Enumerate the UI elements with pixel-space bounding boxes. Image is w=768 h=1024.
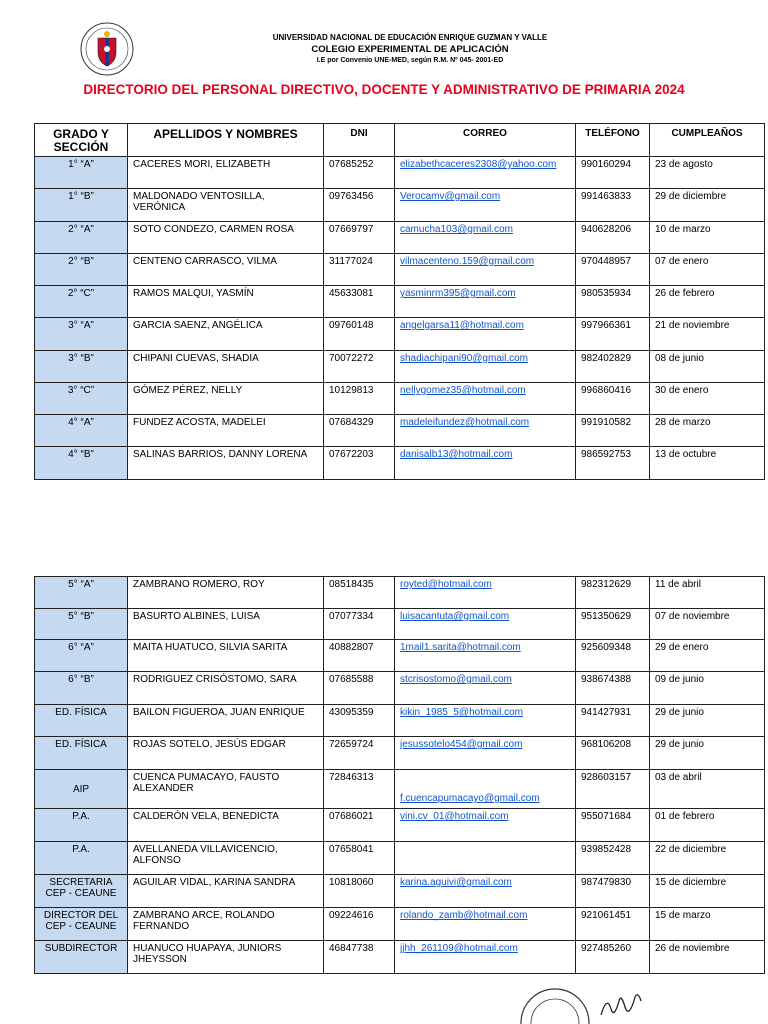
table-row: [35, 672, 765, 705]
cell-grado: ED. FÍSICA: [35, 737, 128, 770]
email-link[interactable]: angelgarsa11@hotmail.com: [400, 320, 524, 331]
cell-correo: [395, 609, 576, 640]
email-link[interactable]: luisacantuta@gmail.com: [400, 611, 510, 622]
cell-cumple: 29 de diciembre: [650, 189, 765, 222]
cell-correo: [395, 737, 576, 770]
col-header-nombres: APELLIDOS Y NOMBRES: [128, 124, 324, 157]
cell-dni: 09224616: [324, 908, 395, 941]
cell-telefono: 990160294: [576, 157, 650, 189]
cell-telefono: 955071684: [576, 809, 650, 842]
cell-telefono: 941427931: [576, 705, 650, 737]
cell-cumple: 29 de enero: [650, 640, 765, 672]
email-link[interactable]: rolando_zamb@hotmail.com: [400, 910, 528, 921]
cell-correo: [395, 770, 576, 809]
table-row: [35, 383, 765, 415]
cell-nombre: ROJAS SOTELO, JESÚS EDGAR: [128, 737, 324, 770]
cell-telefono: 970448957: [576, 254, 650, 286]
cell-grado: SECRETARIA CEP - CEAUNE: [35, 875, 128, 908]
cell-grado: 5° “A”: [35, 577, 128, 609]
cell-cumple: 26 de noviembre: [650, 941, 765, 974]
email-link[interactable]: karina.aguivi@gmail.com: [400, 877, 512, 888]
page-title: DIRECTORIO DEL PERSONAL DIRECTIVO, DOCENTE Y ADMINISTRATIVO DE PRIMARIA 2024: [83, 82, 685, 97]
email-link[interactable]: jesussotelo454@gmail.com: [400, 739, 523, 750]
cell-dni: 70072272: [324, 351, 395, 383]
cell-telefono: 982402829: [576, 351, 650, 383]
table-row: [35, 842, 765, 875]
cell-cumple: 11 de abril: [650, 577, 765, 609]
cell-cumple: 07 de noviembre: [650, 609, 765, 640]
cell-correo: [395, 351, 576, 383]
cell-telefono: 986592753: [576, 447, 650, 480]
table-row: [35, 286, 765, 318]
cell-telefono: 925609348: [576, 640, 650, 672]
cell-grado: 2° “B”: [35, 254, 128, 286]
col-header-grado: GRADO Y SECCIÓN: [35, 124, 128, 157]
cell-correo: [395, 415, 576, 447]
institution-line-2: COLEGIO EXPERIMENTAL DE APLICACIÓN: [311, 44, 509, 55]
institution-line-3: I.E por Convenio UNE-MED, según R.M. Nº 045- 2001-ED: [316, 57, 504, 64]
cell-correo: [395, 640, 576, 672]
cell-correo: [395, 318, 576, 351]
table-row: [35, 809, 765, 842]
institution-line-1: UNIVERSIDAD NACIONAL DE EDUCACIÓN ENRIQUE GUZMAN Y VALLE: [272, 33, 548, 42]
col-header-correo: CORREO: [395, 124, 576, 157]
cell-dni: 40882807: [324, 640, 395, 672]
signature-stamp: [515, 985, 655, 1024]
email-link[interactable]: kikin_1985_5@hotmail.com: [400, 707, 523, 718]
cell-dni: 72846313: [324, 770, 395, 809]
cell-correo: [395, 705, 576, 737]
cell-grado: 3° “B”: [35, 351, 128, 383]
table-row: [35, 222, 765, 254]
cell-grado: 3° “C”: [35, 383, 128, 415]
cell-cumple: 22 de diciembre: [650, 842, 765, 875]
cell-nombre: GÓMEZ PÉREZ, NELLY: [128, 383, 324, 415]
email-link[interactable]: nellygomez35@hotmail.com: [400, 385, 526, 396]
cell-nombre: MAITA HUATUCO, SILVIA SARITA: [128, 640, 324, 672]
cell-cumple: 26 de febrero: [650, 286, 765, 318]
table-row: [35, 941, 765, 974]
cell-dni: 07686021: [324, 809, 395, 842]
cell-grado: 3° “A”: [35, 318, 128, 351]
table-row: [35, 157, 765, 189]
cell-dni: 07077334: [324, 609, 395, 640]
cell-nombre: GARCIA SAENZ, ANGÉLICA: [128, 318, 324, 351]
table-row: [35, 447, 765, 480]
cell-grado: 1° “A”: [35, 157, 128, 189]
directory-table-1: [34, 123, 765, 480]
cell-correo: [395, 254, 576, 286]
cell-nombre: SALINAS BARRIOS, DANNY LORENA: [128, 447, 324, 480]
cell-grado: AIP: [35, 770, 128, 809]
cell-correo: [395, 383, 576, 415]
cell-correo: [395, 941, 576, 974]
cell-cumple: 15 de diciembre: [650, 875, 765, 908]
cell-nombre: AGUILAR VIDAL, KARINA SANDRA: [128, 875, 324, 908]
email-link[interactable]: yasminrm395@gmail.com: [400, 288, 516, 299]
cell-correo: [395, 908, 576, 941]
email-link[interactable]: vilmacenteno.159@gmail.com: [400, 256, 535, 267]
cell-correo: [395, 809, 576, 842]
cell-telefono: 991463833: [576, 189, 650, 222]
cell-cumple: 07 de enero: [650, 254, 765, 286]
cell-nombre: SOTO CONDEZO, CARMEN ROSA: [128, 222, 324, 254]
cell-cumple: 21 de noviembre: [650, 318, 765, 351]
email-link[interactable]: jjhh_261109@hotmail.com: [400, 943, 518, 954]
cell-grado: 2° “C”: [35, 286, 128, 318]
cell-cumple: 15 de marzo: [650, 908, 765, 941]
cell-nombre: CHIPANI CUEVAS, SHADIA: [128, 351, 324, 383]
email-link[interactable]: camucha103@gmail.com: [400, 224, 513, 235]
cell-correo: [395, 222, 576, 254]
cell-dni: 08518435: [324, 577, 395, 609]
table-row: [35, 254, 765, 286]
cell-cumple: 03 de abril: [650, 770, 765, 809]
cell-nombre: AVELLANEDA VILLAVICENCIO, ALFONSO: [128, 842, 324, 875]
cell-nombre: CUENCA PUMACAYO, FAUSTO ALEXANDER: [128, 770, 324, 809]
cell-correo: [395, 286, 576, 318]
email-link[interactable]: vini.cv_01@hotmail.com: [400, 811, 509, 822]
cell-nombre: HUANUCO HUAPAYA, JUNIORS JHEYSSON: [128, 941, 324, 974]
cell-nombre: ZAMBRANO ARCE, ROLANDO FERNANDO: [128, 908, 324, 941]
table-row: [35, 609, 765, 640]
table-row: [35, 415, 765, 447]
email-link[interactable]: f.cuencapumacayo@gmail.com: [400, 793, 540, 804]
table-row: [35, 770, 765, 809]
table-row: [35, 318, 765, 351]
cell-nombre: RODRIGUEZ CRISÓSTOMO, SARA: [128, 672, 324, 705]
col-header-telefono: TELÉFONO: [576, 124, 650, 157]
email-link[interactable]: 1mail1.sarita@hotmail.com: [400, 642, 521, 653]
cell-dni: 07684329: [324, 415, 395, 447]
cell-telefono: 938674388: [576, 672, 650, 705]
cell-grado: 2° “A”: [35, 222, 128, 254]
email-link[interactable]: elizabethcaceres2308@yahoo.com: [400, 159, 557, 170]
cell-nombre: BAILON FIGUEROA, JUAN ENRIQUE: [128, 705, 324, 737]
cell-dni: 10129813: [324, 383, 395, 415]
cell-grado: 4° “B”: [35, 447, 128, 480]
email-link[interactable]: stcrisostomo@gmail.com: [400, 674, 512, 685]
cell-dni: 09760148: [324, 318, 395, 351]
cell-cumple: 23 de agosto: [650, 157, 765, 189]
cell-nombre: RAMOS MALQUI, YASMÍN: [128, 286, 324, 318]
cell-telefono: 928603157: [576, 770, 650, 809]
cell-cumple: 10 de marzo: [650, 222, 765, 254]
email-link[interactable]: Verocamv@gmail.com: [400, 191, 501, 202]
cell-nombre: FUNDEZ ACOSTA, MADELEI: [128, 415, 324, 447]
cell-correo: [395, 875, 576, 908]
cell-grado: DIRECTOR DEL CEP - CEAUNE: [35, 908, 128, 941]
cell-cumple: 01 de febrero: [650, 809, 765, 842]
cell-telefono: 940628206: [576, 222, 650, 254]
cell-dni: 72659724: [324, 737, 395, 770]
col-header-dni: DNI: [324, 124, 395, 157]
cell-telefono: 991910582: [576, 415, 650, 447]
cell-grado: 6° “B”: [35, 672, 128, 705]
cell-telefono: 927485260: [576, 941, 650, 974]
email-link[interactable]: royted@hotmail.com: [400, 579, 492, 590]
cell-correo: [395, 157, 576, 189]
cell-nombre: CACERES MORI, ELIZABETH: [128, 157, 324, 189]
cell-telefono: 980535934: [576, 286, 650, 318]
cell-cumple: 30 de enero: [650, 383, 765, 415]
table-header-row: [35, 124, 765, 157]
table-row: [35, 577, 765, 609]
cell-dni: 07669797: [324, 222, 395, 254]
cell-nombre: MALDONADO VENTOSILLA, VERÓNICA: [128, 189, 324, 222]
cell-telefono: 982312629: [576, 577, 650, 609]
cell-nombre: ZAMBRANO ROMERO, ROY: [128, 577, 324, 609]
cell-cumple: 13 de octubre: [650, 447, 765, 480]
cell-telefono: 996860416: [576, 383, 650, 415]
cell-correo: [395, 577, 576, 609]
table-row: [35, 908, 765, 941]
email-link[interactable]: shadiachipani90@gmail.com: [400, 353, 528, 364]
table-row: [35, 189, 765, 222]
cell-telefono: 951350629: [576, 609, 650, 640]
cell-correo: [395, 842, 576, 875]
cell-grado: P.A.: [35, 809, 128, 842]
cell-cumple: 29 de junio: [650, 705, 765, 737]
cell-grado: ED. FÍSICA: [35, 705, 128, 737]
cell-dni: 07658041: [324, 842, 395, 875]
cell-dni: 09763456: [324, 189, 395, 222]
table-row: [35, 640, 765, 672]
cell-grado: P.A.: [35, 842, 128, 875]
col-header-cumple: CUMPLEAÑOS: [650, 124, 765, 157]
cell-dni: 31177024: [324, 254, 395, 286]
email-link[interactable]: madeleifundez@hotmail.com: [400, 417, 530, 428]
directory-table-2: [34, 576, 765, 974]
cell-telefono: 997966361: [576, 318, 650, 351]
cell-nombre: BASURTO ALBINES, LUISA: [128, 609, 324, 640]
table-row: [35, 875, 765, 908]
cell-telefono: 968106208: [576, 737, 650, 770]
cell-dni: 07685588: [324, 672, 395, 705]
cell-grado: 4° “A”: [35, 415, 128, 447]
cell-grado: 1° “B”: [35, 189, 128, 222]
university-seal-logo: [80, 22, 134, 76]
cell-telefono: 921061451: [576, 908, 650, 941]
cell-grado: 6° “A”: [35, 640, 128, 672]
cell-cumple: 09 de junio: [650, 672, 765, 705]
cell-correo: [395, 672, 576, 705]
cell-cumple: 08 de junio: [650, 351, 765, 383]
cell-nombre: CENTENO CARRASCO, VILMA: [128, 254, 324, 286]
cell-cumple: 29 de junio: [650, 737, 765, 770]
table-row: [35, 737, 765, 770]
cell-telefono: 939852428: [576, 842, 650, 875]
table-row: [35, 705, 765, 737]
email-link[interactable]: danisalb13@hotmail.com: [400, 449, 513, 460]
cell-dni: 07685252: [324, 157, 395, 189]
cell-dni: 43095359: [324, 705, 395, 737]
cell-dni: 46847738: [324, 941, 395, 974]
cell-correo: [395, 447, 576, 480]
cell-grado: 5° “B”: [35, 609, 128, 640]
cell-dni: 10818060: [324, 875, 395, 908]
cell-correo: [395, 189, 576, 222]
cell-dni: 07672203: [324, 447, 395, 480]
cell-dni: 45633081: [324, 286, 395, 318]
cell-cumple: 28 de marzo: [650, 415, 765, 447]
cell-telefono: 987479830: [576, 875, 650, 908]
cell-grado: SUBDIRECTOR: [35, 941, 128, 974]
table-row: [35, 351, 765, 383]
cell-nombre: CALDERÓN VELA, BENEDICTA: [128, 809, 324, 842]
